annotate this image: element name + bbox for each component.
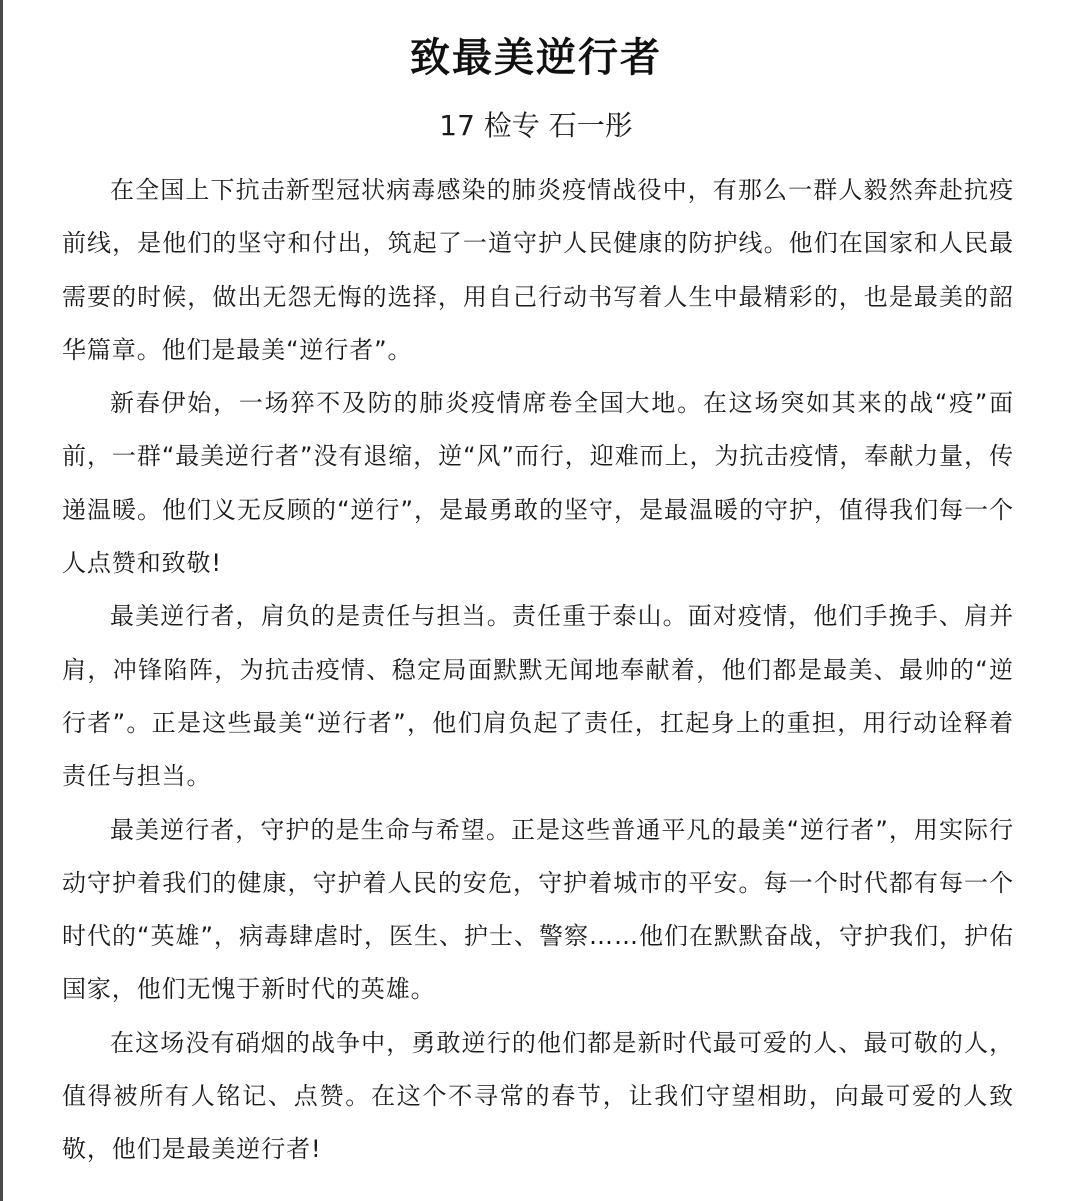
paragraph-5: 在这场没有硝烟的战争中，勇敢逆行的他们都是新时代最可爱的人、最可敬的人，值得被所有人铭记、点赞。在这个不寻常的春节，让我们守望相助，向最可爱的人致敬，他们是最美逆行者! — [62, 1028, 1014, 1164]
article-body — [62, 164, 1014, 1177]
paragraph-3: 最美逆行者，肩负的是责任与担当。责任重于泰山。面对疫情，他们手挽手、肩并肩，冲锋陷阵，为抗击疫情、稳定局面默默无闻地奉献着，他们都是最美、最帅的“逆行者”。正是这些最美“逆行者”，他们肩负起了责任，扛起身上的重担，用行动诠释着责任与担当。 — [62, 602, 1014, 791]
paragraph-2: 新春伊始，一场猝不及防的肺炎疫情席卷全国大地。在这场突如其来的战“疫”面前，一群“最美逆行者”没有退缩，逆“风”而行，迎难而上，为抗击疫情，奉献力量，传递温暖。他们义无反顾的“逆行”，是最勇敢的坚守，是最温暖的守护，值得我们每一个人点赞和致敬! — [62, 389, 1014, 578]
author-byline: 17 检专 石一彤 — [439, 109, 633, 142]
page-edge-divider — [0, 0, 3, 1201]
paragraph-1: 在全国上下抗击新型冠状病毒感染的肺炎疫情战役中，有那么一群人毅然奔赴抗疫前线，是他们的坚守和付出，筑起了一道守护人民健康的防护线。他们在国家和人民最需要的时候，做出无怨无悔的选择，用自己行动书写着人生中最精彩的，也是最美的韶华篇章。他们是最美“逆行者”。 — [62, 176, 1014, 364]
page-title: 致最美逆行者 — [410, 35, 662, 81]
paragraph-4: 最美逆行者，守护的是生命与希望。正是这些普通平凡的最美“逆行者”，用实际行动守护着我们的健康，守护着人民的安危，守护着城市的平安。每一个时代都有每一个时代的“英雄”，病毒肆虐时，医生、护士、警察……他们在默默奋战，守护我们，护佑国家，他们无愧于新时代的英雄。 — [62, 815, 1014, 1004]
